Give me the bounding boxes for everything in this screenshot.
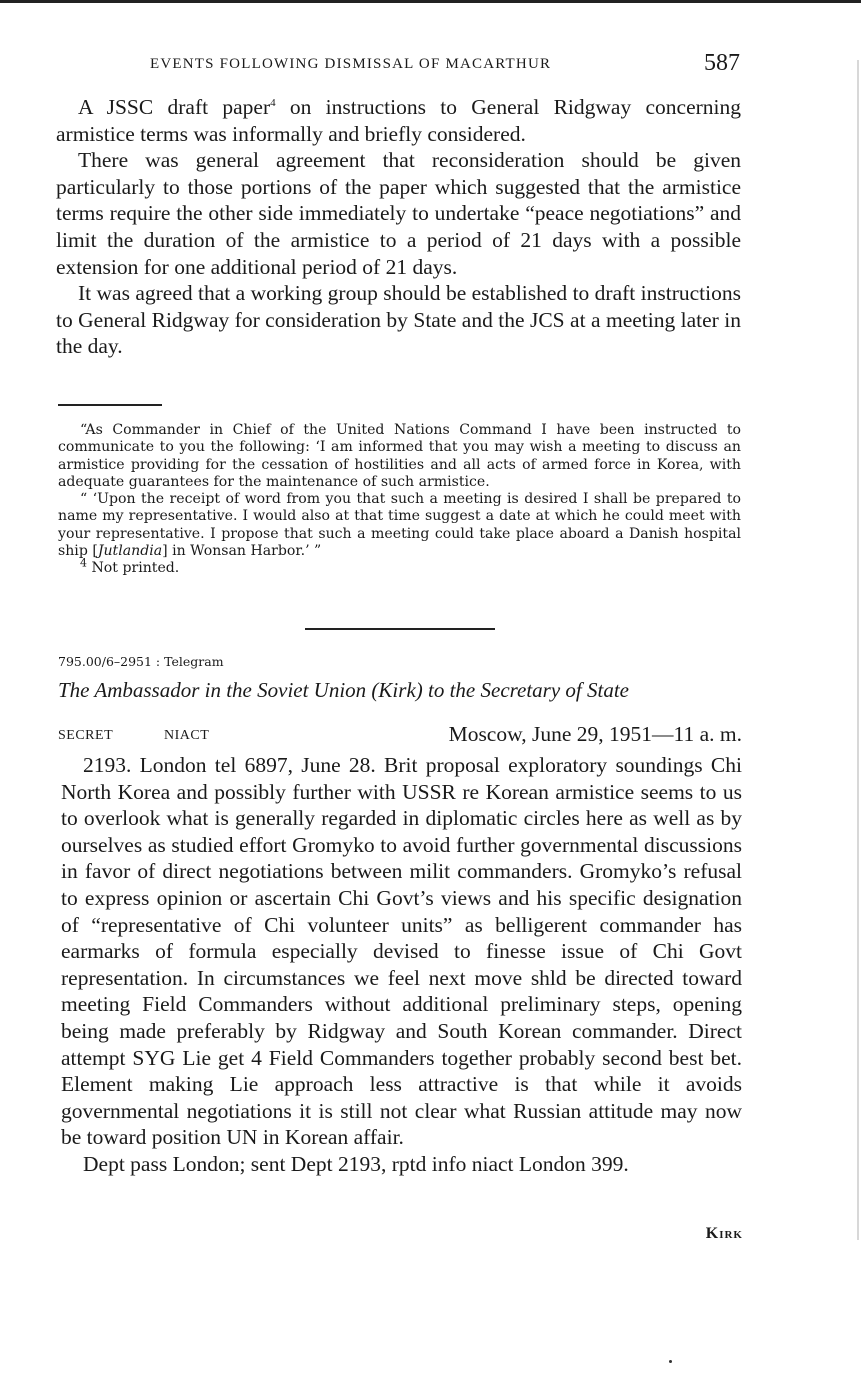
telegram-text (61, 752, 742, 1178)
telegram-routing: Dept pass London; sent Dept 2193, rptd info niact London 399. (83, 1151, 629, 1176)
meeting-minutes-text (56, 94, 741, 360)
footnote-ref-4[interactable]: 4 (270, 96, 276, 109)
precedence-label: NIACT (164, 728, 210, 743)
paragraph-text: A JSSC draft paper (78, 95, 271, 119)
page-number: 587 (704, 50, 740, 76)
document-title: The Ambassador in the Soviet Union (Kirk) to the Secretary of State (58, 678, 629, 702)
footnote-quote-1: “As Commander in Chief of the United Nations Command I have been instructed to communicate to you the following: ‘I am informed that you may wish a meeting to discuss an armistice providing for the cessation of hostilities and all acts of armed force in Korea, with adequate guarantees for the maintenance of such armistice. (58, 422, 741, 490)
footnote-text: ] in Wonsan Harbor.’ ” (162, 543, 322, 560)
paragraph-text: on instructions to General Ridgway concerning armistice terms was informally and briefly considered. (56, 95, 741, 146)
page-edge-shadow (857, 60, 859, 1240)
footnotes (58, 422, 741, 578)
dateline: Moscow, June 29, 1951—11 a. m. (448, 722, 742, 746)
document-file-id: 795.00/6–2951 : Telegram (58, 654, 224, 669)
page-top-border (0, 0, 861, 3)
footnote-text: Not printed. (87, 560, 180, 577)
classification-label: SECRET (58, 728, 114, 743)
paragraph-working-group: It was agreed that a working group should be established to draft instructions to General Ridgway for consideration by State and the JCS at a meeting later in the day. (56, 281, 741, 359)
running-header (150, 52, 740, 82)
footnote-text: “ ‘Upon the receipt of word from you that such a meeting is desired I shall be prepared to name my representative. I would also at that time suggest a date at which he could meet with your representative. I propose that such a meeting could take place aboard a Danish hospital ship [ (58, 491, 741, 560)
running-head-title: EVENTS FOLLOWING DISMISSAL OF MACARTHUR (150, 56, 552, 72)
paragraph-jssc-paper (56, 94, 741, 147)
stray-mark (669, 1360, 672, 1363)
section-separator (305, 628, 495, 630)
telegram-header-line (58, 722, 742, 752)
telegram-body: 2193. London tel 6897, June 28. Brit proposal exploratory soundings Chi North Korea and possibly further with USSR re Korean armistice seems to us to overlook what is generally regarded in diplomatic circles here as well as by ourselves as studied effort Gromyko to avoid further governmental discussions in favor of direct negotiations between milit commanders. Gromyko’s refusal to express opinion or ascertain Chi Govt’s views and his specific designation of “representative of Chi volunteer units” as belligerent commander has earmarks of formula especially devised to finesse issue of Chi Govt representation. In circumstances we feel next move shld be directed toward meeting Field Commanders without additional preliminary steps, opening being made preferably by Ridgway and South Korean commander. Direct attempt SYG Lie get 4 Field Commanders together probably second best bet. Element making Lie approach less attractive is that while it avoids governmental negotiations it is still not clear what Russian attitude may now be toward position UN in Korean affair. (61, 753, 742, 1150)
paragraph-agreement: There was general agreement that reconsideration should be given particularly to those portions of the paper which suggested that the armistice terms require the other side immediately to undertake “peace negotiations” and limit the duration of the armistice to a period of 21 days with a possible extension for one additional period of 21 days. (56, 148, 741, 279)
footnote-quote-2 (58, 491, 741, 560)
ship-name: Jutlandia (97, 543, 163, 560)
footnote-number: 4 (80, 556, 87, 570)
footnote-rule (58, 404, 162, 406)
footnote-4 (58, 556, 741, 577)
signature: Kirk (705, 1225, 743, 1242)
